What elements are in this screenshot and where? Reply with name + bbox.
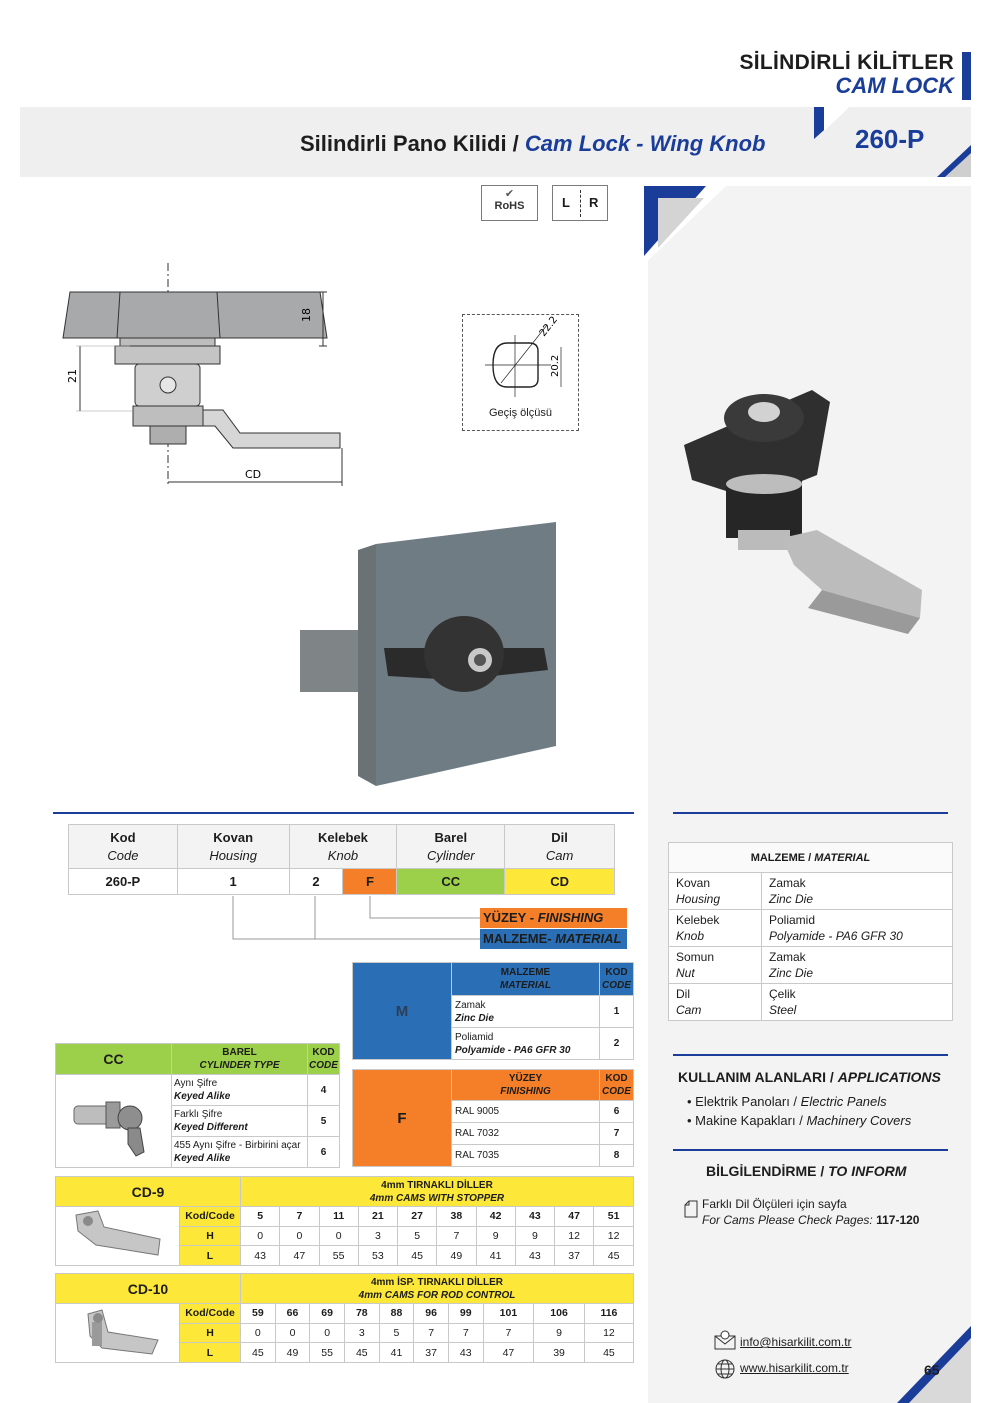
finishing-option: RAL 7032	[452, 1123, 600, 1145]
cd10-h: 9	[534, 1323, 585, 1343]
inform-text: Farklı Dil Ölçüleri için sayfa For Cams Please Check Pages: 117-120	[702, 1197, 920, 1227]
cylinder-cell: CC	[397, 869, 505, 895]
material-value: Çelik Steel	[762, 984, 953, 1021]
cutout-box	[462, 314, 579, 431]
cd9-image-cell	[56, 1207, 180, 1266]
cd9-l: 55	[319, 1246, 358, 1266]
cd9-code: 38	[437, 1207, 476, 1227]
material-option-code: 1	[600, 996, 634, 1028]
cylinder-key: CC	[56, 1044, 172, 1075]
cd9-h: 9	[476, 1226, 515, 1246]
finishing-option: RAL 7035	[452, 1145, 600, 1167]
cd10-h: 0	[310, 1323, 345, 1343]
cd9-table	[55, 1176, 634, 1266]
product-title-en: Cam Lock - Wing Knob	[524, 131, 766, 156]
code-table	[68, 824, 615, 895]
cd9-l: 43	[241, 1246, 280, 1266]
document-icon	[684, 1200, 698, 1218]
product-title-tr: Silindirli Pano Kilidi /	[300, 131, 519, 156]
cd10-table	[55, 1273, 634, 1363]
cd10-h: 5	[379, 1323, 414, 1343]
cd9-l: 45	[594, 1246, 634, 1266]
material-value: Zamak Zinc Die	[762, 873, 953, 910]
cutout-label: Geçiş ölçüsü	[489, 407, 552, 419]
application-item: • Makine Kapakları / Machinery Covers	[687, 1113, 912, 1128]
connector-lines	[230, 894, 482, 944]
cd10-code: 66	[275, 1304, 310, 1324]
product-mounted-image	[296, 520, 560, 786]
finishing-code-head: KOD CODE	[600, 1070, 634, 1101]
cylinder-option: Aynı Şifre Keyed Alike	[172, 1075, 308, 1106]
finishing-option-code: 7	[600, 1123, 634, 1145]
product-title	[300, 131, 766, 157]
cd10-code: 116	[584, 1304, 633, 1324]
cd10-l: 45	[241, 1343, 276, 1363]
material-key: M	[353, 963, 452, 1060]
cylinder-option-code: 4	[308, 1075, 340, 1106]
cd9-l: 37	[555, 1246, 594, 1266]
finishing-head: YÜZEY FINISHING	[452, 1070, 600, 1101]
cylinder-code-head: KOD CODE	[308, 1044, 340, 1075]
finishing-key: F	[353, 1070, 452, 1167]
cd10-h: 3	[344, 1323, 379, 1343]
inform-heading: BİLGİLENDİRME / TO INFORM	[706, 1163, 907, 1179]
cd10-key: CD-10	[56, 1274, 241, 1304]
cd9-l: 53	[358, 1246, 397, 1266]
category-title-tr: SİLİNDİRLİ KİLİTLER	[739, 51, 954, 74]
cd9-cam-image	[68, 1207, 168, 1262]
dim-21-label: 21	[66, 369, 79, 383]
cd9-code-label: Kod/Code	[180, 1207, 241, 1227]
material-part: Kovan Housing	[669, 873, 762, 910]
application-item: • Elektrik Panoları / Electric Panels	[687, 1094, 887, 1109]
cylinder-head: BAREL CYLINDER TYPE	[172, 1044, 308, 1075]
cd9-code: 43	[515, 1207, 554, 1227]
cd10-l: 39	[534, 1343, 585, 1363]
cd10-code: 59	[241, 1304, 276, 1324]
cd10-image-cell	[56, 1304, 180, 1363]
email-icon	[714, 1330, 736, 1350]
finishing-cell: F	[343, 869, 397, 895]
divider	[53, 812, 634, 814]
materials-head: MALZEME / MATERIAL	[669, 843, 953, 873]
code-cell: 260-P	[69, 869, 178, 895]
cylinder-option: 455 Aynı Şifre - Birbirini açar Keyed Alike	[172, 1137, 308, 1168]
cd9-h-label: H	[180, 1226, 241, 1246]
material-option: Poliamid Polyamide - PA6 GFR 30	[452, 1028, 600, 1060]
cd10-l: 37	[414, 1343, 449, 1363]
cam-header: Dil Cam	[505, 825, 615, 869]
cd10-code-label: Kod/Code	[180, 1304, 241, 1324]
product-code: 260-P	[855, 124, 925, 154]
material-part: Dil Cam	[669, 984, 762, 1021]
cd10-code: 101	[483, 1304, 534, 1324]
divider	[673, 812, 948, 814]
page-number: 65	[924, 1362, 940, 1378]
dim-cd-label: CD	[245, 468, 262, 481]
header-accent-bar	[962, 52, 971, 100]
rohs-icon: ✔ RoHS	[481, 185, 538, 221]
knob-cell: 2	[289, 869, 343, 895]
housing-cell: 1	[177, 869, 289, 895]
technical-drawing	[55, 258, 355, 490]
material-part: Somun Nut	[669, 947, 762, 984]
material-option-code: 2	[600, 1028, 634, 1060]
code-header: Kod Code	[69, 825, 178, 869]
panel-corner-icon	[634, 186, 726, 274]
corner-bracket-icon	[937, 145, 971, 177]
cd9-l: 47	[280, 1246, 319, 1266]
corner-bracket-icon	[814, 107, 850, 139]
housing-header: Kovan Housing	[177, 825, 289, 869]
material-label: MALZEME- MATERIAL	[480, 929, 627, 949]
left-right-icon: L R	[552, 185, 608, 221]
cd9-h: 5	[398, 1226, 437, 1246]
cd9-h: 7	[437, 1226, 476, 1246]
email-link[interactable]: info@hisarkilit.com.tr	[740, 1335, 852, 1349]
cd9-l: 49	[437, 1246, 476, 1266]
dim-22-2-label: 22.2	[537, 315, 561, 339]
cd10-l: 47	[483, 1343, 534, 1363]
divider	[673, 1149, 948, 1151]
material-head: MALZEME MATERIAL	[452, 963, 600, 996]
cd9-code: 5	[241, 1207, 280, 1227]
cd9-key: CD-9	[56, 1177, 241, 1207]
finishing-option: RAL 9005	[452, 1101, 600, 1123]
cd10-l: 45	[344, 1343, 379, 1363]
finishing-label: YÜZEY - FINISHING	[480, 908, 627, 928]
cd9-h: 12	[594, 1226, 634, 1246]
product-image	[682, 380, 934, 640]
cd10-h: 12	[584, 1323, 633, 1343]
cylinder-key-image	[56, 1080, 156, 1160]
cylinder-option-code: 5	[308, 1106, 340, 1137]
cd9-code: 21	[358, 1207, 397, 1227]
cd9-l: 41	[476, 1246, 515, 1266]
divider	[673, 1054, 948, 1056]
dim-18-label: 18	[300, 308, 313, 322]
finishing-option-code: 6	[600, 1101, 634, 1123]
cd10-l: 55	[310, 1343, 345, 1363]
cd10-h: 0	[275, 1323, 310, 1343]
cd9-h: 12	[555, 1226, 594, 1246]
materials-table	[668, 842, 953, 1021]
material-code-head: KOD CODE	[600, 963, 634, 996]
cd10-code: 96	[414, 1304, 449, 1324]
cutout-drawing	[463, 315, 580, 405]
cd10-h: 0	[241, 1323, 276, 1343]
cylinder-header: Barel Cylinder	[397, 825, 505, 869]
cd10-l: 49	[275, 1343, 310, 1363]
cd10-head: 4mm İSP. TIRNAKLI DİLLER 4mm CAMS FOR ROD CONTROL	[241, 1274, 634, 1304]
cylinder-option: Farklı Şifre Keyed Different	[172, 1106, 308, 1137]
cd9-code: 47	[555, 1207, 594, 1227]
material-value: Zamak Zinc Die	[762, 947, 953, 984]
cd10-h: 7	[448, 1323, 483, 1343]
finishing-options-table	[352, 1069, 634, 1167]
globe-icon	[714, 1358, 736, 1380]
cylinder-option-code: 6	[308, 1137, 340, 1168]
cd9-code: 7	[280, 1207, 319, 1227]
cd9-code: 27	[398, 1207, 437, 1227]
cd10-code: 88	[379, 1304, 414, 1324]
cd10-h: 7	[414, 1323, 449, 1343]
cd10-cam-image	[68, 1304, 168, 1359]
dim-20-2-label: 20.2	[550, 354, 561, 377]
finishing-option-code: 8	[600, 1145, 634, 1167]
cd9-l: 43	[515, 1246, 554, 1266]
website-link[interactable]: www.hisarkilit.com.tr	[740, 1361, 849, 1375]
material-value: Poliamid Polyamide - PA6 GFR 30	[762, 910, 953, 947]
category-title-en: CAM LOCK	[835, 73, 954, 98]
material-option: Zamak Zinc Die	[452, 996, 600, 1028]
cd9-h: 0	[241, 1226, 280, 1246]
material-part: Kelebek Knob	[669, 910, 762, 947]
applications-heading: KULLANIM ALANLARI / APPLICATIONS	[678, 1069, 941, 1085]
cd9-h: 0	[319, 1226, 358, 1246]
cd9-l-label: L	[180, 1246, 241, 1266]
cylinder-options-table	[55, 1043, 340, 1168]
cd10-code: 69	[310, 1304, 345, 1324]
cd9-code: 51	[594, 1207, 634, 1227]
cd10-l: 45	[584, 1343, 633, 1363]
cam-cell: CD	[505, 869, 615, 895]
category-title	[739, 52, 954, 97]
cd10-h: 7	[483, 1323, 534, 1343]
cd10-code: 99	[448, 1304, 483, 1324]
cd9-code: 42	[476, 1207, 515, 1227]
cd9-h: 0	[280, 1226, 319, 1246]
knob-header: Kelebek Knob	[289, 825, 397, 869]
cylinder-image-cell	[56, 1075, 172, 1168]
cd10-h-label: H	[180, 1323, 241, 1343]
cd9-h: 3	[358, 1226, 397, 1246]
cd10-l: 41	[379, 1343, 414, 1363]
cd9-l: 45	[398, 1246, 437, 1266]
cd10-code: 78	[344, 1304, 379, 1324]
material-options-table	[352, 962, 634, 1060]
cd9-h: 9	[515, 1226, 554, 1246]
cd10-l: 43	[448, 1343, 483, 1363]
cd9-code: 11	[319, 1207, 358, 1227]
cd10-l-label: L	[180, 1343, 241, 1363]
cd9-head: 4mm TIRNAKLI DİLLER 4mm CAMS WITH STOPPER	[241, 1177, 634, 1207]
cd10-code: 106	[534, 1304, 585, 1324]
